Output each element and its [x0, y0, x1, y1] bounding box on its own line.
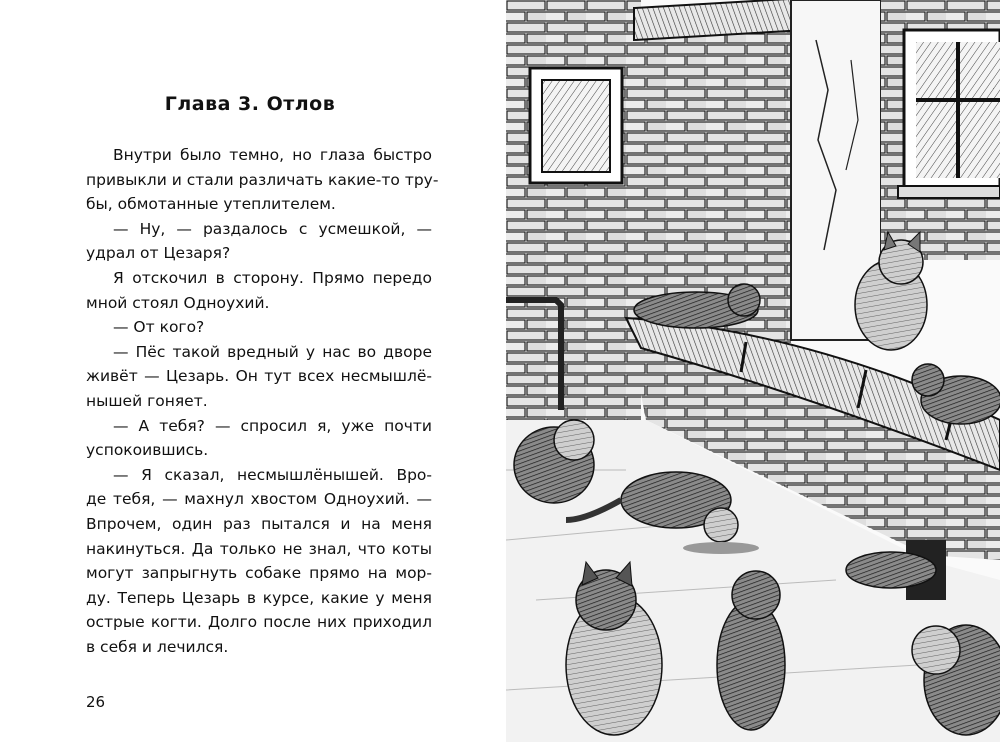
text-line: мной стоял Одноухий.: [86, 293, 270, 312]
text-line: удрал от Цезаря?: [86, 244, 231, 263]
text-body: [86, 143, 439, 659]
text-line: — Ну, — раздалось с усмешкой, —: [113, 219, 432, 238]
brick-wall-left: [506, 0, 641, 420]
text-line: — А тебя? — спросил я, уже почти: [113, 416, 432, 435]
text-line: Впрочем, один раз пытался и на меня: [86, 514, 432, 533]
text-line: бы, обмотанные утеплителем.: [86, 195, 336, 214]
text-line: — Пёс такой вредный у нас во дворе: [113, 342, 432, 361]
cats-courtyard-illustration: [506, 0, 1000, 742]
text-line: — Я сказал, несмышлёнышей. Вро-: [113, 465, 432, 484]
window-right: [881, 0, 1000, 260]
text-line: живёт — Цезарь. Он тут всех несмышлё-: [86, 367, 432, 386]
text-line: привыкли и стали различать какие-то тру-: [86, 170, 439, 189]
text-line: Я отскочил в сторону. Прямо передо: [113, 268, 432, 287]
text-line: — От кого?: [113, 318, 205, 337]
page-number: 26: [86, 693, 106, 711]
text-line: накинуться. Да только не знал, что коты: [86, 539, 432, 558]
chapter-title: Глава 3. Отлов: [164, 93, 336, 115]
text-line: могут запрыгнуть собаке прямо на мор-: [86, 564, 432, 583]
text-line: в себя и лечился.: [86, 637, 229, 656]
text-line: Внутри было темно, но глаза быстро: [113, 146, 432, 164]
text-line: ду. Теперь Цезарь в курсе, какие у меня: [86, 588, 432, 607]
text-line: де тебя, — махнул хвостом Одноухий. —: [86, 490, 432, 509]
text-line: острые когти. Долго после них приходил: [86, 613, 432, 632]
text-line: успокоившись.: [86, 441, 209, 460]
text-line: нышей гоняет.: [86, 391, 208, 410]
